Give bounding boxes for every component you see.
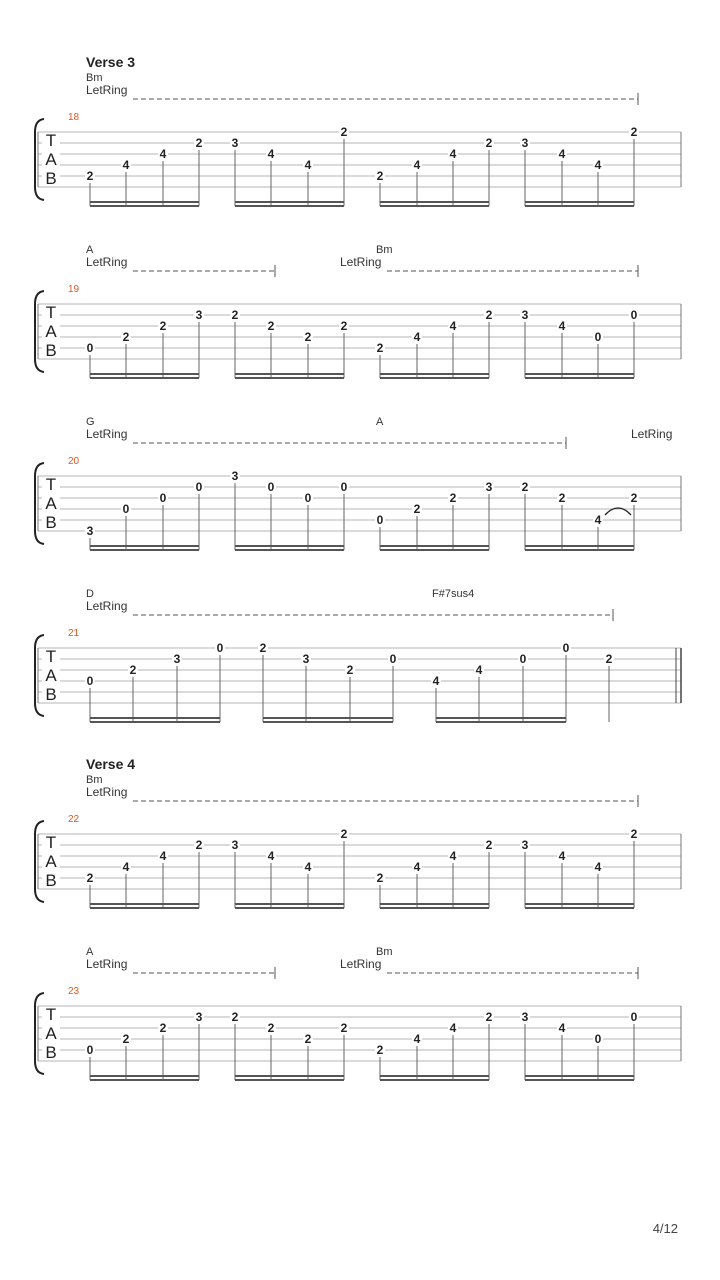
fret-number: 4 [413, 158, 421, 172]
fret-number: 4 [304, 158, 312, 172]
fret-number: 2 [485, 1010, 493, 1024]
fret-number: 4 [558, 1021, 566, 1035]
fret-number: 2 [449, 491, 457, 505]
chord-name: Bm [86, 774, 103, 786]
section-title: Verse 4 [86, 756, 136, 772]
fret-number: 0 [195, 480, 203, 494]
fret-number: 4 [432, 674, 440, 688]
bar-number: 23 [68, 986, 80, 997]
tab-clef-letter: T [45, 303, 57, 322]
tab-clef-letter: B [45, 513, 57, 532]
fret-number: 3 [231, 838, 239, 852]
tab-clef-letter: A [45, 322, 57, 341]
fret-number: 4 [594, 158, 602, 172]
fret-number: 2 [630, 125, 638, 139]
fret-number: 2 [558, 491, 566, 505]
tab-clef-letter: A [45, 852, 57, 871]
tab-clef-letter: B [45, 169, 57, 188]
fret-number: 0 [340, 480, 348, 494]
fret-number: 2 [376, 1043, 384, 1057]
fret-number: 3 [86, 524, 94, 538]
fret-number: 4 [475, 663, 483, 677]
fret-number: 2 [376, 341, 384, 355]
fret-number: 0 [630, 1010, 638, 1024]
fret-number: 0 [594, 330, 602, 344]
let-ring-label: LetRing [86, 427, 128, 441]
fret-number: 2 [231, 1010, 239, 1024]
fret-number: 3 [195, 308, 203, 322]
let-ring-label: LetRing [631, 427, 673, 441]
fret-number: 4 [122, 158, 130, 172]
fret-number: 4 [594, 513, 602, 527]
let-ring-label: LetRing [86, 83, 128, 97]
fret-number: 0 [562, 641, 570, 655]
fret-number: 4 [413, 330, 421, 344]
fret-number: 2 [605, 652, 613, 666]
fret-number: 2 [195, 838, 203, 852]
chord-name: Bm [376, 946, 393, 958]
fret-number: 0 [630, 308, 638, 322]
section-title: Verse 3 [86, 54, 136, 70]
let-ring-label: LetRing [86, 255, 128, 269]
fret-number: 4 [413, 860, 421, 874]
fret-number: 4 [267, 147, 275, 161]
fret-number: 2 [304, 1032, 312, 1046]
fret-number: 3 [521, 136, 529, 150]
fret-number: 2 [159, 1021, 167, 1035]
fret-number: 2 [340, 319, 348, 333]
fret-number: 0 [159, 491, 167, 505]
fret-number: 2 [340, 125, 348, 139]
let-ring-label: LetRing [340, 957, 382, 971]
fret-number: 4 [558, 319, 566, 333]
fret-number: 4 [267, 849, 275, 863]
chord-name: Bm [86, 72, 103, 84]
fret-number: 4 [159, 147, 167, 161]
page-number: 4/12 [652, 1221, 678, 1236]
fret-number: 4 [413, 1032, 421, 1046]
fret-number: 4 [304, 860, 312, 874]
fret-number: 0 [376, 513, 384, 527]
fret-number: 0 [86, 674, 94, 688]
fret-number: 2 [159, 319, 167, 333]
fret-number: 4 [449, 1021, 457, 1035]
fret-number: 2 [122, 1032, 130, 1046]
tab-clef-letter: A [45, 666, 57, 685]
bar-number: 22 [68, 814, 80, 825]
bar-number: 21 [68, 628, 80, 639]
fret-number: 2 [304, 330, 312, 344]
fret-number: 2 [129, 663, 137, 677]
chord-name: A [376, 416, 384, 428]
fret-number: 2 [122, 330, 130, 344]
fret-number: 2 [485, 136, 493, 150]
let-ring-label: LetRing [86, 957, 128, 971]
fret-number: 4 [449, 319, 457, 333]
tab-clef-letter: T [45, 131, 57, 150]
fret-number: 0 [216, 641, 224, 655]
fret-number: 2 [413, 502, 421, 516]
fret-number: 4 [449, 849, 457, 863]
chord-name: F#7sus4 [432, 588, 475, 600]
fret-number: 0 [594, 1032, 602, 1046]
let-ring-label: LetRing [86, 785, 128, 799]
fret-number: 3 [521, 838, 529, 852]
fret-number: 3 [521, 308, 529, 322]
tab-clef-letter: B [45, 685, 57, 704]
tab-clef-letter: A [45, 150, 57, 169]
fret-number: 2 [521, 480, 529, 494]
tab-clef-letter: B [45, 341, 57, 360]
tab-clef-letter: A [45, 494, 57, 513]
fret-number: 2 [376, 871, 384, 885]
let-ring-label: LetRing [340, 255, 382, 269]
fret-number: 4 [159, 849, 167, 863]
fret-number: 3 [485, 480, 493, 494]
fret-number: 3 [231, 469, 239, 483]
fret-number: 2 [231, 308, 239, 322]
chord-name: A [86, 946, 94, 958]
fret-number: 2 [340, 827, 348, 841]
fret-number: 3 [521, 1010, 529, 1024]
fret-number: 2 [86, 169, 94, 183]
chord-name: G [86, 416, 95, 428]
fret-number: 2 [485, 308, 493, 322]
fret-number: 0 [86, 1043, 94, 1057]
fret-number: 2 [86, 871, 94, 885]
tab-clef-letter: T [45, 647, 57, 666]
tab-clef-letter: T [45, 1005, 57, 1024]
fret-number: 2 [485, 838, 493, 852]
chord-name: D [86, 588, 94, 600]
fret-number: 0 [267, 480, 275, 494]
fret-number: 3 [302, 652, 310, 666]
fret-number: 2 [630, 827, 638, 841]
bar-number: 20 [68, 456, 80, 467]
fret-number: 2 [195, 136, 203, 150]
fret-number: 2 [259, 641, 267, 655]
chord-name: Bm [376, 244, 393, 256]
fret-number: 2 [267, 1021, 275, 1035]
fret-number: 4 [122, 860, 130, 874]
fret-number: 0 [122, 502, 130, 516]
fret-number: 2 [376, 169, 384, 183]
bar-number: 18 [68, 112, 80, 123]
let-ring-label: LetRing [86, 599, 128, 613]
fret-number: 2 [346, 663, 354, 677]
tab-clef-letter: T [45, 475, 57, 494]
fret-number: 0 [389, 652, 397, 666]
fret-number: 0 [519, 652, 527, 666]
fret-number: 4 [594, 860, 602, 874]
tab-clef-letter: A [45, 1024, 57, 1043]
fret-number: 4 [558, 849, 566, 863]
fret-number: 3 [231, 136, 239, 150]
fret-number: 4 [449, 147, 457, 161]
fret-number: 0 [304, 491, 312, 505]
fret-number: 3 [173, 652, 181, 666]
tab-clef-letter: B [45, 1043, 57, 1062]
tab-clef-letter: T [45, 833, 57, 852]
fret-number: 0 [86, 341, 94, 355]
fret-number: 2 [630, 491, 638, 505]
fret-number: 3 [195, 1010, 203, 1024]
fret-number: 4 [558, 147, 566, 161]
tab-clef-letter: B [45, 871, 57, 890]
chord-name: A [86, 244, 94, 256]
bar-number: 19 [68, 284, 80, 295]
fret-number: 2 [267, 319, 275, 333]
fret-number: 2 [340, 1021, 348, 1035]
